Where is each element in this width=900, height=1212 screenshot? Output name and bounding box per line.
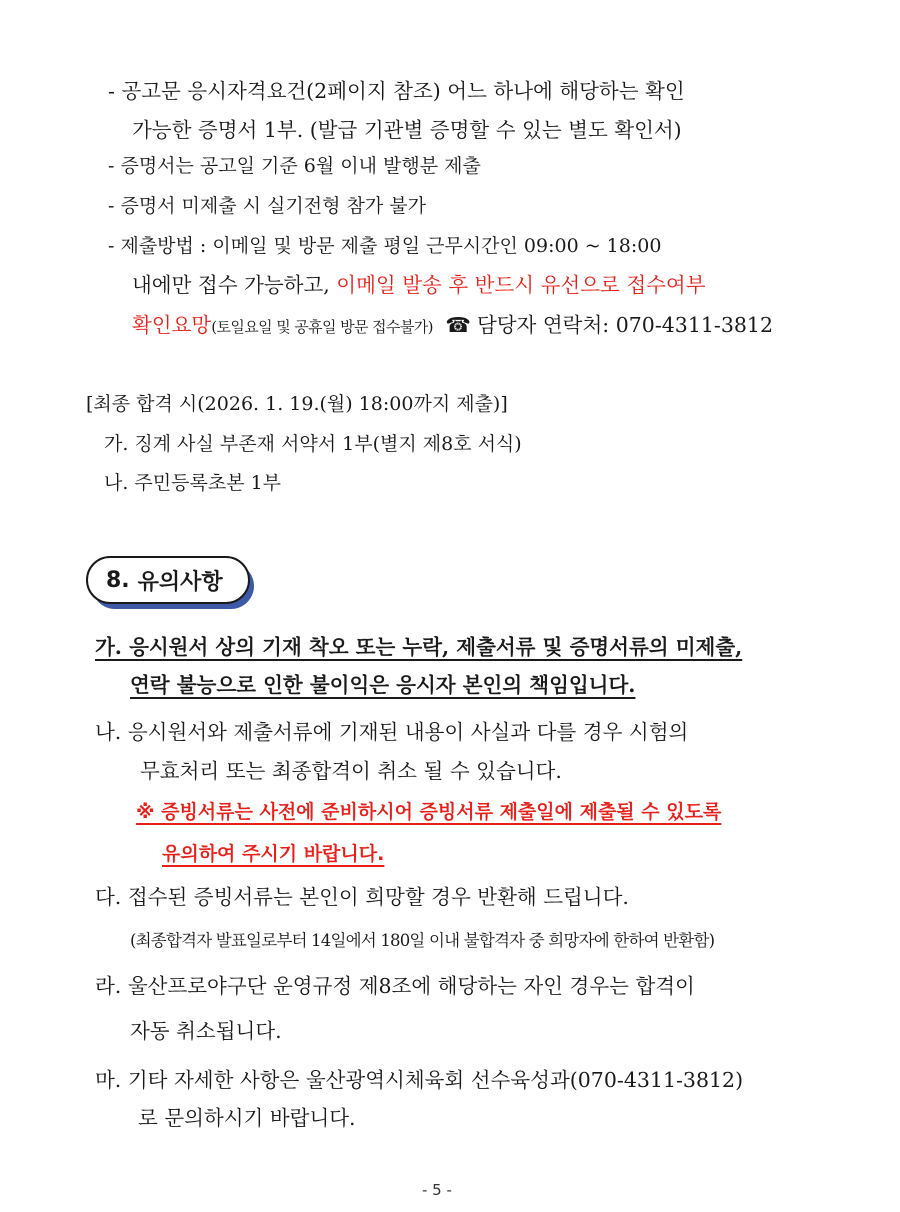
final-pass-heading: [최종 합격 시(2026. 1. 19.(월) 18:00까지 제출)] [86, 393, 508, 415]
section-title: 유의사항 [137, 569, 223, 595]
note-ga-line-1-text: 가. 응시원서 상의 기재 착오 또는 누락, 제출서류 및 증명서류의 미제출, [95, 635, 743, 659]
warning-line-1-text: ※ 증빙서류는 사전에 준비하시어 증빙서류 제출일에 제출될 수 있도록 [136, 801, 722, 823]
email-confirm-warning: 이메일 발송 후 반드시 유선으로 접수여부 [336, 273, 706, 297]
contact-number: 담당자 연락처: 070-4311-3812 [476, 313, 774, 337]
submission-method-line: - 제출방법 : 이메일 및 방문 제출 평일 근무시간인 09:00 ~ 18:00 [108, 235, 662, 257]
page-number: - 5 - [422, 1181, 452, 1199]
note-da-line-1: 다. 접수된 증빙서류는 본인이 희망할 경우 반환해 드립니다. [95, 885, 629, 909]
note-ga-line-1 [95, 630, 742, 660]
final-pass-item-ga: 가. 징계 사실 부존재 서약서 1부(별지 제8호 서식) [104, 433, 522, 455]
note-na-line-2: 무효처리 또는 최종합격이 취소 될 수 있습니다. [140, 759, 562, 783]
note-da-line-2: (최종합격자 발표일로부터 14일에서 180일 이내 불합격자 중 희망자에 한하여 반환함) [130, 931, 715, 950]
warning-line-2 [162, 839, 384, 866]
note-ra-line-1: 라. 울산프로야구단 운영규정 제8조에 해당하는 자인 경우는 합격이 [95, 974, 695, 998]
requirement-line-4: - 증명서 미제출 시 실기전형 참가 불가 [108, 195, 426, 217]
note-ga-line-2 [130, 668, 635, 698]
requirement-line-3: - 증명서는 공고일 기준 6월 이내 발행분 제출 [108, 155, 481, 177]
requirement-line-1: - 공고문 응시자격요건(2페이지 참조) 어느 하나에 해당하는 확인 [108, 79, 685, 103]
note-ma-line-1: 마. 기타 자세한 사항은 울산광역시체육회 선수육성과(070-4311-3812) [95, 1068, 744, 1092]
section-8-badge [86, 556, 250, 604]
note-ga-line-2-text: 연락 불능으로 인한 불이익은 응시자 본인의 책임입니다. [130, 673, 636, 697]
note-na-line-1: 나. 응시원서와 제출서류에 기재된 내용이 사실과 다를 경우 시험의 [95, 720, 689, 744]
submission-line-3 [132, 308, 773, 338]
submission-line-2 [132, 268, 706, 298]
requirement-line-2: 가능한 증명서 1부. (발급 기관별 증명할 수 있는 별도 확인서) [132, 118, 682, 142]
note-ma-line-2: 로 문의하시기 바랍니다. [138, 1106, 356, 1130]
weekend-note: (토일요일 및 공휴일 방문 접수불가) [211, 318, 433, 336]
confirm-request: 확인요망 [132, 313, 212, 337]
note-ra-line-2: 자동 취소됩니다. [130, 1019, 282, 1043]
submission-line-2-text: 내에만 접수 가능하고, [132, 273, 337, 297]
final-pass-item-na: 나. 주민등록초본 1부 [104, 472, 282, 494]
warning-line-1 [136, 797, 721, 824]
phone-icon: ☎ [445, 313, 471, 337]
section-number: 8. [106, 567, 130, 593]
warning-line-2-text: 유의하여 주시기 바랍니다. [162, 843, 385, 865]
